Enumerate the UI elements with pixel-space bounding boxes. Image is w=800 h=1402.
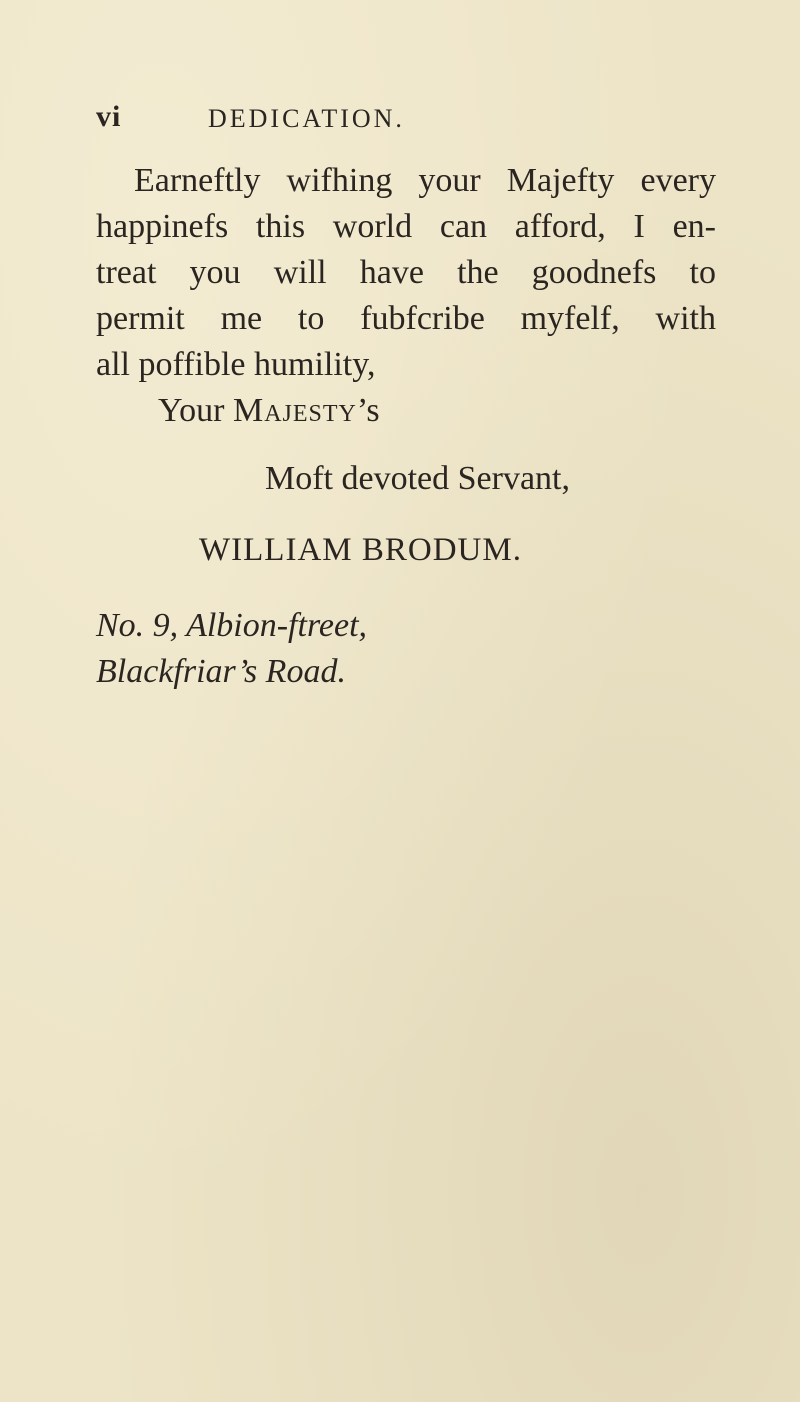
paragraph-line: permit me to fubfcribe myfelf, with [96, 300, 716, 337]
paragraph-line: treat you will have the goodnefs to [96, 254, 716, 291]
address-block [96, 603, 516, 695]
paragraph-line: all poffible humility, [96, 346, 376, 383]
salutation-prefix: Your [158, 392, 233, 429]
running-head: DEDICATION. [208, 104, 405, 133]
salutation [158, 392, 380, 430]
dedication-paragraph [96, 158, 716, 388]
paragraph-line: Earneftly wifhing your Majefty every [134, 162, 716, 199]
address-line-2: Blackfriar’s Road. [96, 653, 346, 690]
page-header [96, 96, 726, 140]
paragraph-line: happinefs this world can afford, I en- [96, 208, 716, 245]
salutation-suffix: ’s [356, 392, 380, 429]
page-number: vi [96, 100, 122, 133]
signature: WILLIAM BRODUM. [199, 532, 522, 568]
salutation-majesty: Majesty [232, 392, 357, 429]
closing-line: Moft devoted Servant, [265, 460, 570, 497]
address-line-1: No. 9, Albion-ftreet, [96, 607, 368, 644]
